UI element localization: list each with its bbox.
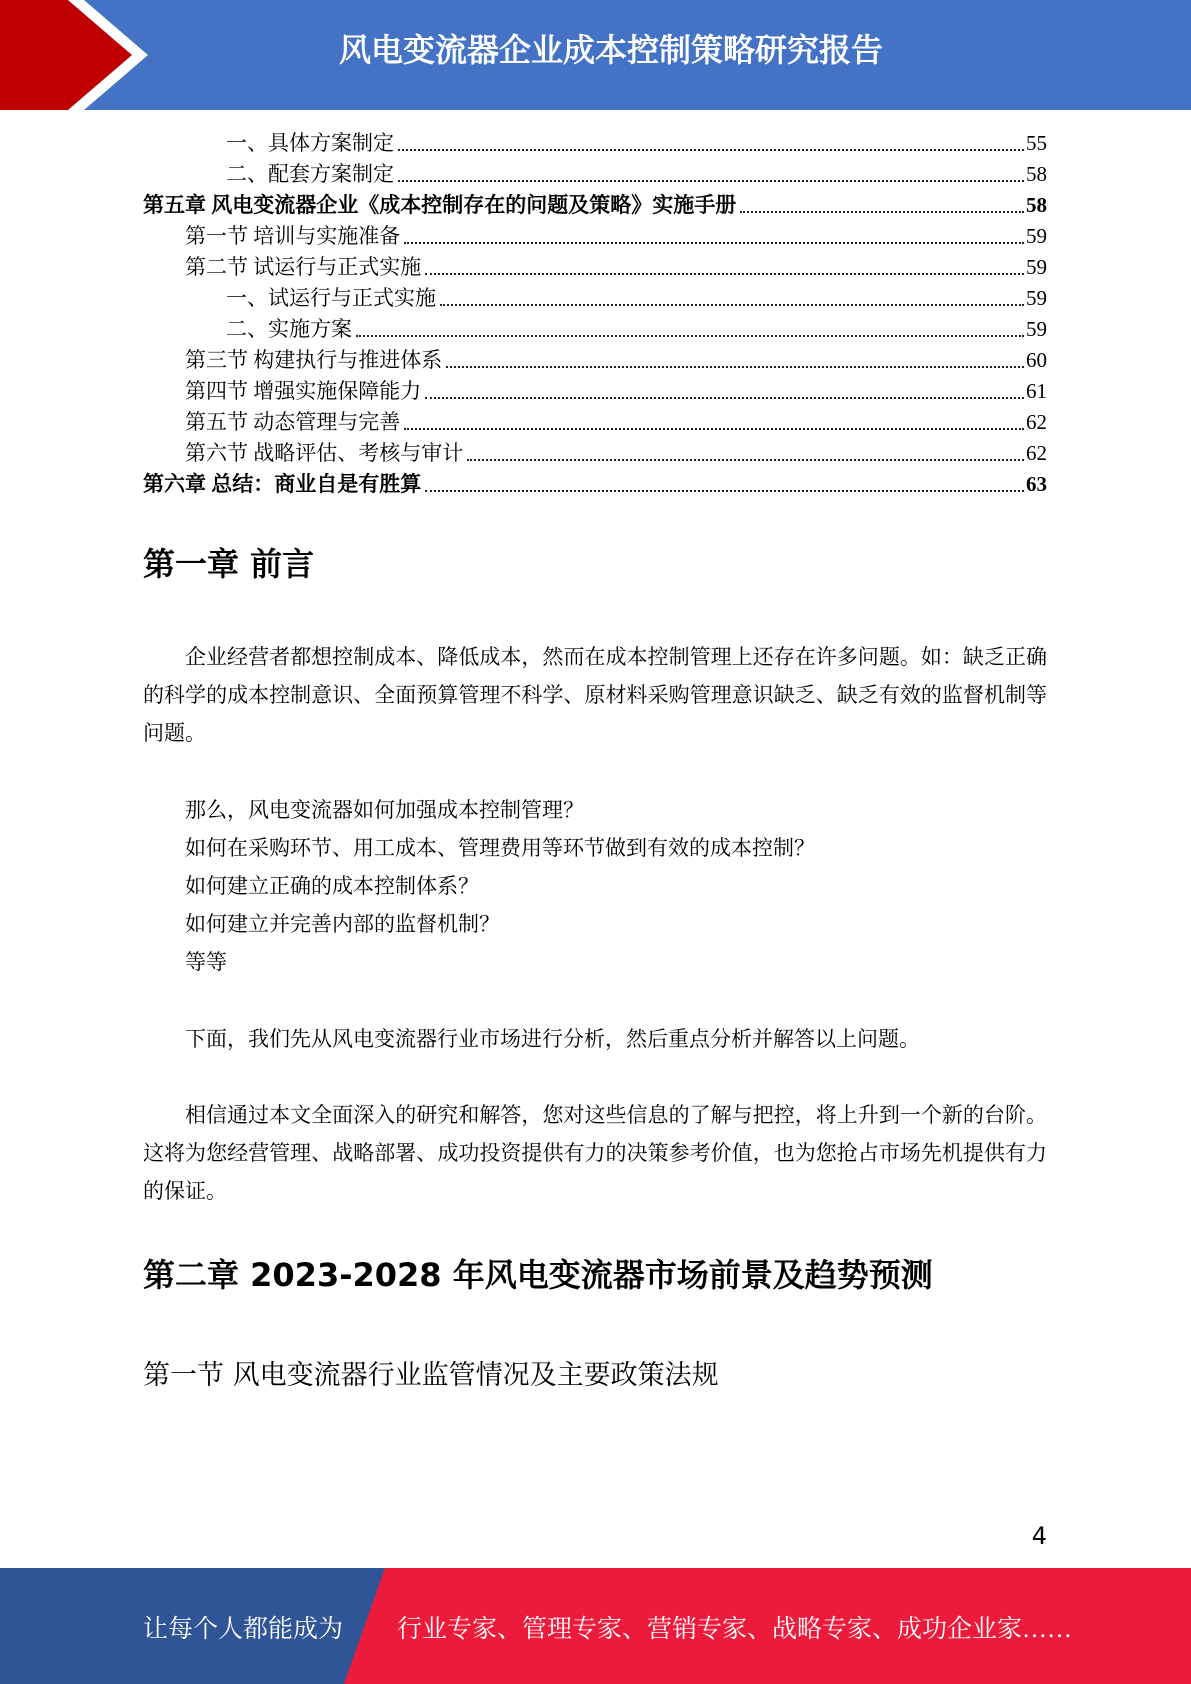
toc-entry-page: 59 — [1026, 255, 1047, 279]
toc-dot-leader — [467, 459, 1024, 461]
footer-slogan-lead: 让每个人都能成为 — [143, 1616, 344, 1643]
toc-dot-leader — [425, 397, 1024, 399]
toc-entry-page: 62 — [1026, 441, 1047, 465]
toc-entry-label: 一、试运行与正式实施 — [226, 286, 436, 310]
toc-dot-leader — [440, 304, 1024, 306]
toc-entry-label: 第五节 动态管理与完善 — [185, 410, 401, 434]
toc-dot-leader — [740, 211, 1024, 213]
question-list — [143, 791, 1047, 981]
chapter-2-heading: 第二章 2023-2028 年风电变流器市场前景及趋势预测 — [143, 1256, 933, 1294]
section-1-heading: 第一节 风电变流器行业监管情况及主要政策法规 — [143, 1360, 719, 1391]
page-footer-band — [0, 1568, 1191, 1684]
toc-entry-label: 第六章 总结：商业自是有胜算 — [143, 472, 422, 496]
toc-entry-page: 62 — [1026, 410, 1047, 434]
toc-entry[interactable] — [143, 345, 1047, 376]
toc-entry-page: 55 — [1026, 131, 1047, 155]
footer-slogan-roles: 行业专家、管理专家、营销专家、战略专家、成功企业家…… — [397, 1616, 1073, 1643]
report-title: 风电变流器企业成本控制策略研究报告 — [339, 31, 884, 69]
toc-entry-label: 二、实施方案 — [226, 317, 352, 341]
toc-entry[interactable] — [143, 438, 1047, 469]
toc-entry-page: 59 — [1026, 317, 1047, 341]
toc-entry[interactable] — [143, 128, 1047, 159]
chapter-1-intro — [143, 638, 1047, 752]
toc-dot-leader — [404, 428, 1024, 430]
toc-entry[interactable] — [143, 376, 1047, 407]
toc-entry-page: 58 — [1026, 193, 1047, 217]
toc-entry-page: 59 — [1026, 286, 1047, 310]
closing-paragraph: 相信通过本文全面深入的研究和解答，您对这些信息的了解与把控，将上升到一个新的台阶。这将为您经营管理、战略部署、成功投资提供有力的决策参考价值，也为您抢占市场先机提供有力的保证。 — [143, 1103, 1047, 1203]
toc-entry-label: 第二节 试运行与正式实施 — [185, 255, 422, 279]
toc-entry[interactable] — [143, 159, 1047, 190]
toc-entry-page: 59 — [1026, 224, 1047, 248]
toc-dot-leader — [425, 490, 1024, 492]
toc-entry-label: 一、具体方案制定 — [226, 131, 394, 155]
question-item: 如何在采购环节、用工成本、管理费用等环节做到有效的成本控制？ — [185, 836, 815, 860]
toc-dot-leader — [398, 180, 1024, 182]
toc-chapter-entry[interactable] — [143, 190, 1047, 221]
toc-dot-leader — [398, 149, 1024, 151]
toc-dot-leader — [446, 366, 1024, 368]
toc-chapter-entry[interactable] — [143, 469, 1047, 500]
toc-entry-page: 58 — [1026, 162, 1047, 186]
toc-entry-page: 63 — [1026, 472, 1047, 496]
toc-entry-label: 第三节 构建执行与推进体系 — [185, 348, 443, 372]
toc-entry[interactable] — [143, 314, 1047, 345]
toc-entry-label: 第五章 风电变流器企业《成本控制存在的问题及策略》实施手册 — [143, 193, 737, 217]
transition-paragraph: 下面，我们先从风电变流器行业市场进行分析，然后重点分析并解答以上问题。 — [185, 1027, 920, 1051]
page-number: 4 — [1031, 1522, 1047, 1550]
chapter-1-heading: 第一章 前言 — [143, 545, 315, 583]
toc-entry[interactable] — [143, 283, 1047, 314]
closing-block — [143, 1096, 1047, 1210]
toc-dot-leader — [356, 335, 1024, 337]
page-header-band — [0, 0, 1191, 110]
table-of-contents — [143, 128, 1047, 500]
transition-block — [143, 1020, 1047, 1058]
question-item: 如何建立并完善内部的监督机制？ — [185, 912, 500, 936]
toc-entry-page: 60 — [1026, 348, 1047, 372]
toc-entry-label: 第一节 培训与实施准备 — [185, 224, 401, 248]
toc-dot-leader — [404, 242, 1024, 244]
question-item: 如何建立正确的成本控制体系？ — [185, 874, 479, 898]
toc-entry[interactable] — [143, 407, 1047, 438]
question-item: 那么，风电变流器如何加强成本控制管理？ — [185, 798, 584, 822]
question-item: 等等 — [185, 950, 227, 974]
toc-dot-leader — [425, 273, 1024, 275]
toc-entry-label: 第六节 战略评估、考核与审计 — [185, 441, 464, 465]
toc-entry[interactable] — [143, 221, 1047, 252]
toc-entry-label: 第四节 增强实施保障能力 — [185, 379, 422, 403]
toc-entry[interactable] — [143, 252, 1047, 283]
toc-entry-label: 二、配套方案制定 — [226, 162, 394, 186]
intro-paragraph: 企业经营者都想控制成本、降低成本，然而在成本控制管理上还存在许多问题。如：缺乏正确的科学的成本控制意识、全面预算管理不科学、原材料采购管理意识缺乏、缺乏有效的监督机制等问题。 — [143, 645, 1047, 745]
toc-entry-page: 61 — [1026, 379, 1047, 403]
